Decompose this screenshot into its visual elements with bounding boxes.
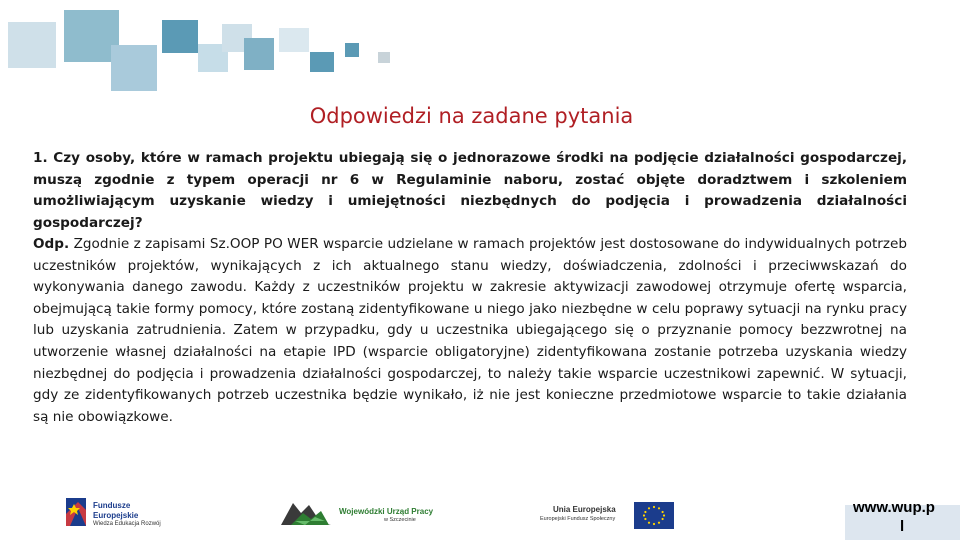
decorative-squares [0,0,400,100]
page-title: Odpowiedzi na zadane pytania [309,104,634,128]
fe-line3: Wiedza Edukacja Rozwój [93,521,161,527]
wup-name: Wojewódzki Urząd Pracy [339,507,434,516]
fe-line1: Fundusze [93,501,131,510]
fundusze-europejskie-text [93,501,161,530]
answer-lead: Odp. [33,236,70,252]
website-url-wrap[interactable]: l [900,518,905,535]
eu-flag-icon [634,502,674,529]
wup-city: w Szczecinie [384,517,416,523]
fe-line2: Europejskie [93,510,139,520]
website-url[interactable]: www.wup.p [853,499,935,516]
fundusze-europejskie-logo [64,496,90,530]
answer-text: Zgodnie z zapisami Sz.OOP PO WER wsparcie udzielane w ramach projektów jest dostosowane do indywidualnych potrzeb uczestników projektów, wynikających z ich aktualnego stanu wiedzy, doświadczenia, zdolności i przeciwwskazań do wykonywania danego zawodu. Każdy z uczestników projektu w zakresie aktywizacji zawodowej otrzymuje ofertę wsparcia, obejmującą takie formy pomocy, które zostaną zidentyfikowane u niego jako niezbędne w celu poprawy sytuacji na rynku pracy lub uzyskania zatrudnienia. Zatem w przypadku, gdy u uczestnika ubiegającego się o przyznanie pomocy bezzwrotnej na utworzenie własnej działalności na etapie IPD (wsparcie obligatoryjne) zidentyfikowana zostanie potrzeba uzyskania wiedzy niezbędnej do podjęcia i prowadzenia działalności gospodarczej, to należy takie wsparcie uczestnikowi zapewnić. W sytuacji, gdy ze zidentyfikowanych potrzeb uczestnika będzie wynikało, iż nie jest konieczne przedmiotowe wsparcie to takie działania są nie obowiązkowe. [33,236,907,425]
wup-logo [281,499,331,529]
answer-paragraph [33,234,907,428]
ue-fund: Europejski Fundusz Społeczny [540,516,616,522]
question-text: 1. Czy osoby, które w ramach projektu ubiegają się o jednorazowe środki na podjęcie działalności gospodarczej, muszą zgodnie z typem operacji nr 6 w Regulaminie naboru, zostać objęte doradztwem i szkoleniem umożliwiającym uzyskanie wiedzy i umiejętności niezbędnych do podjęcia i prowadzenia działalności gospodarczej? [33,150,907,231]
ue-name: Unia Europejska [553,505,616,514]
